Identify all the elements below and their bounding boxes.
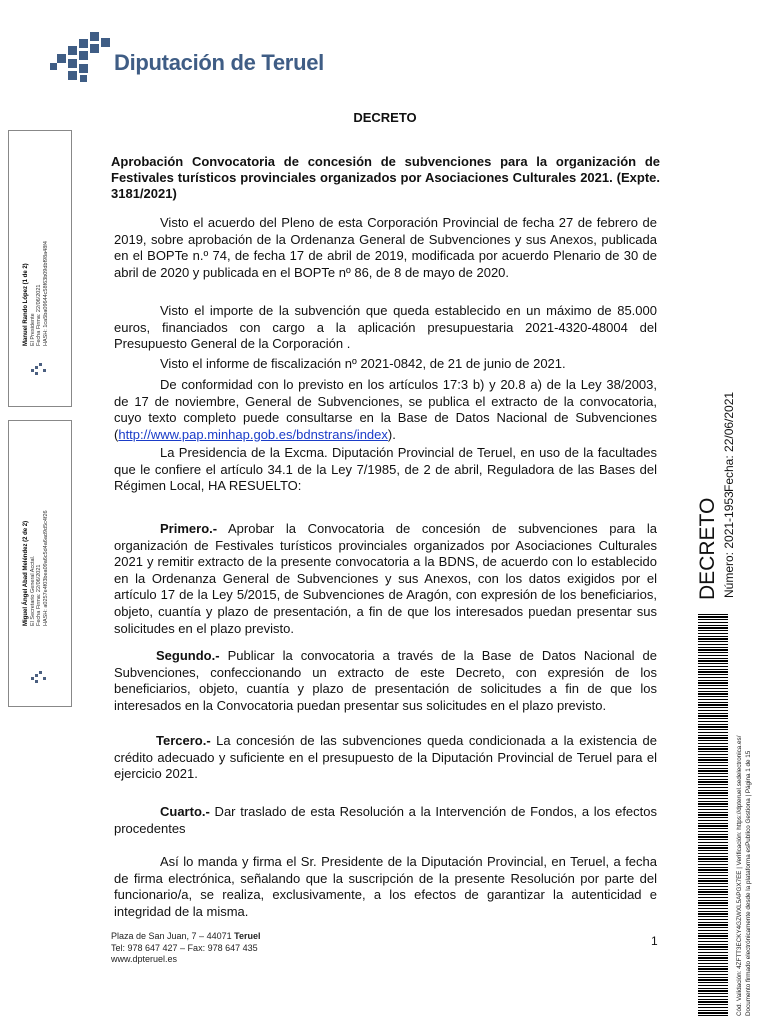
document-note: Documento firmado electrónicamente desde la plataforma esPublico Gestiona | Página 1 de 15 (745, 750, 752, 1016)
signature-panel-1 (8, 130, 72, 407)
signature-2-text (23, 510, 49, 626)
logo-text: Diputación de Teruel (114, 50, 324, 75)
barcode (698, 614, 728, 1016)
stamp-title: DECRETO (696, 497, 719, 600)
signature-panel-2 (8, 420, 72, 707)
footer-address: Plaza de San Juan, 7 – 44071 Teruel (111, 931, 261, 941)
bdns-link[interactable]: http://www.pap.minhap.gob.es/bdnstrans/index (118, 426, 388, 442)
paragraph-1: Visto el acuerdo del Pleno de esta Corporación Provincial de fecha 27 de febrero de 2019, sobre aprobación de la Ordenanza General de Subvenciones y sus Anexos, publicada en el BOPTe n.º 74, de fecha 17 de abril de 2019, modificada por acuerdo Plenario de 30 de abril de 2020 y publicada en el BOPTe nº 86, de 8 de mayo de 2020. (114, 215, 657, 280)
page-footer (111, 931, 260, 966)
signature-1-text (23, 241, 49, 346)
resolution-tercero: Tercero.- La concesión de las subvenciones queda condicionada a la existencia de crédito adecuado y suficiente en el presupuesto de la Diputación Provincial de Teruel para el ejercicio 2021. (114, 733, 657, 782)
page-number: 1 (651, 934, 658, 948)
primero-label: Primero.- (160, 521, 218, 536)
document-title: DECRETO (353, 110, 417, 125)
footer-web: www.dpteruel.es (111, 954, 178, 964)
tercero-label: Tercero.- (156, 733, 211, 748)
closing-paragraph: Así lo manda y firma el Sr. Presidente de la Diputación Provincial, en Teruel, a fecha de firma electrónica, señalando que la suscripción de la presente Resolución por parte del funcionario/a, se realiza, exclusivamente, a los efectos de garantizar la autenticidad e integridad de la misma. (114, 854, 657, 919)
document-subject: Aprobación Convocatoria de concesión de subvenciones para la organización de Festivales turísticos provinciales organizados por Asociaciones Culturales 2021. (Expte. 3181/2021) (111, 154, 660, 201)
signature-1-date: Fecha Firma: 22/06/2021 (36, 284, 43, 346)
validation-code: Cód. Validación: 4ZFTT3ECKY4GZWXL5APGX7EE | Verificación: https://dpteruel.sedelectronica.es/ (736, 735, 743, 1016)
signature-1-hash: HASH: 1ca5ba09644c58f63b09dbf98a48f4 (42, 241, 49, 346)
paragraph-2: Visto el importe de la subvención que queda establecido en un máximo de 85.000 euros, financiados con cargo a la aplicación presupuestaria 2021-4320-48004 del Presupuesto General de la Corporación . (114, 303, 657, 352)
signature-2-date: Fecha Firma: 22/06/2021 (36, 564, 43, 626)
logo-mark-icon (50, 30, 112, 84)
paragraph-3: Visto el informe de fiscalización nº 2021-0842, de 21 de junio de 2021. (160, 356, 566, 371)
signature-1-role: El Presidente (29, 313, 36, 346)
resolution-primero: Primero.- Aprobar la Convocatoria de concesión de subvenciones para la organización de Festivales turísticos provinciales organizados por Asociaciones Culturales 2021 y remitir extracto de la presente convocatoria a la BDNS, de acuerdo con lo establecido en la Ordenanza General de Subvenciones y sus Anexos, con los datos exigidos por el artículo 17 de la Ley 5/2015, de Subvenciones de Aragón, con expresión de los beneficiarios, objeto, cuantía y plazo de presentación, a fin de que los interesados puedan presentar sus solicitudes en el plazo previsto. (114, 521, 657, 636)
signature-2-hash: HASH: a0257e4f03bea09a6c5d4a6ad9d5c4f26 (42, 510, 49, 626)
mini-logo-icon (31, 363, 49, 377)
signature-2-role: El Secretario General Acctal. (29, 555, 36, 626)
paragraph-4: De conformidad con lo previsto en los artículos 17:3 b) y 20.8 a) de la Ley 38/2003, de 17 de noviembre, General de Subvenciones, se publica el extracto de la convocatoria, cuyo texto completo puede consultarse en la Base de Datos Nacional de Subvenciones (http://www.pap.minhap.gob.es/bdnstrans/index). (114, 377, 657, 442)
signature-1-name: Manuel Rando López (1 de 2) (23, 263, 29, 346)
paragraph-5: La Presidencia de la Excma. Diputación Provincial de Teruel, en uso de la facultades que le confiere el artículo 34.1 de la Ley 7/1985, de 2 de abril, Reguladora de las Bases del Régimen Local, HA RESUELTO: (114, 445, 657, 494)
stamp-number: Número: 2021-1953 (722, 491, 736, 598)
stamp-date: Fecha: 22/06/2021 (722, 391, 736, 492)
signature-2-name: Miguel Ángel Abad Meléndez (2 de 2) (23, 520, 29, 626)
footer-phone: Tel: 978 647 427 – Fax: 978 647 435 (111, 942, 258, 953)
organization-logo (50, 30, 340, 86)
resolution-cuarto: Cuarto.- Dar traslado de esta Resolución a la Intervención de Fondos, a los efectos procedentes (114, 804, 657, 836)
cuarto-label: Cuarto.- (160, 804, 210, 819)
resolution-segundo: Segundo.- Publicar la convocatoria a través de la Base de Datos Nacional de Subvenciones, confeccionando un extracto de este Decreto, con expresión de los beneficiarios, objeto, cuantía y plazo de presentación de solicitudes a fin de que los interesados en la Convocatoria puedan presentar sus solicitudes en el plazo previsto. (114, 648, 657, 713)
mini-logo-icon (31, 671, 49, 685)
segundo-label: Segundo.- (156, 648, 220, 663)
